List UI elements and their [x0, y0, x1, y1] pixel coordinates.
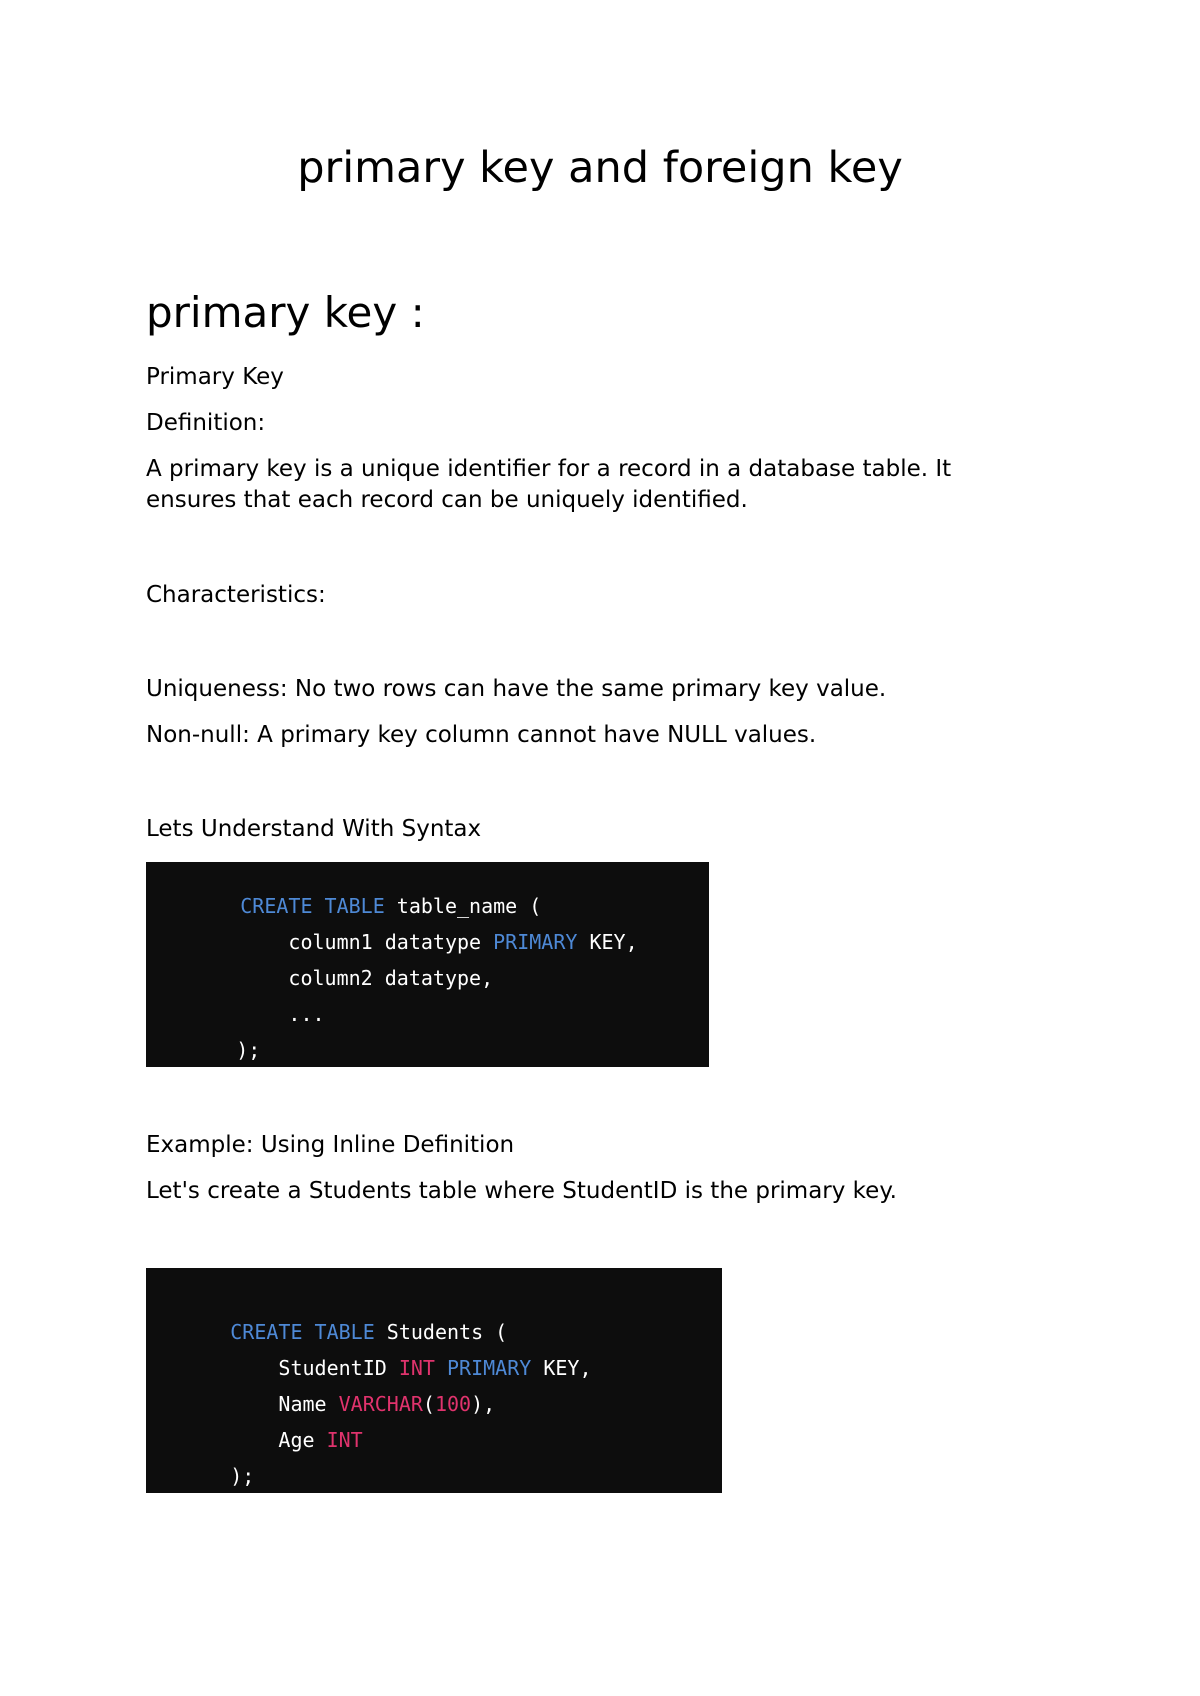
paragraph-definition-label: Definition: [146, 410, 266, 436]
code-text: ... [240, 1002, 325, 1026]
code-text: ); [230, 1464, 255, 1488]
code-block-example [146, 1268, 722, 1493]
code-number: 100 [434, 1392, 472, 1416]
paragraph-non-null: Non-null: A primary key column cannot have NULL values. [146, 722, 817, 748]
paragraph-characteristics-label: Characteristics: [146, 582, 326, 608]
paragraph-syntax-intro: Lets Understand With Syntax [146, 816, 482, 842]
code-keyword: CREATE [230, 1320, 303, 1344]
document-title: primary key and foreign key [297, 143, 903, 193]
code-text: Students ( [374, 1320, 508, 1344]
paragraph-uniqueness: Uniqueness: No two rows can have the same primary key value. [146, 676, 887, 702]
code-line [158, 1362, 496, 1416]
code-keyword: TABLE [324, 894, 385, 918]
code-text: ); [236, 1038, 261, 1062]
paragraph-definition: A primary key is a unique identifier for a record in a database table. It ensures that each record can be uniquely identified. [146, 456, 959, 513]
code-text: ), [471, 1392, 496, 1416]
code-text: ( [422, 1392, 435, 1416]
code-text: column1 datatype [240, 930, 494, 954]
code-text: StudentID [230, 1356, 399, 1380]
paragraph-example-description: Let's create a Students table where StudentID is the primary key. [146, 1178, 897, 1204]
code-line [158, 1326, 592, 1380]
code-keyword: CREATE [240, 894, 313, 918]
code-line [158, 1434, 255, 1488]
code-line [168, 900, 638, 954]
code-text: Name [230, 1392, 339, 1416]
code-text: column2 datatype, [240, 966, 494, 990]
section-heading: primary key : [146, 288, 425, 337]
code-type: INT [398, 1356, 435, 1380]
code-line [168, 972, 325, 1026]
code-line [158, 1290, 508, 1344]
code-keyword: PRIMARY [493, 930, 578, 954]
code-line [164, 1008, 261, 1062]
code-keyword: PRIMARY [447, 1356, 532, 1380]
code-text: KEY, [577, 930, 638, 954]
code-line [168, 936, 494, 990]
code-line [158, 1398, 363, 1452]
code-block-syntax [146, 862, 709, 1067]
paragraph-primary-key: Primary Key [146, 364, 284, 390]
code-text: table_name ( [384, 894, 542, 918]
code-keyword: TABLE [314, 1320, 375, 1344]
code-type: INT [326, 1428, 363, 1452]
code-text: Age [230, 1428, 327, 1452]
code-type: VARCHAR [338, 1392, 423, 1416]
code-line [168, 864, 542, 918]
paragraph-example-label: Example: Using Inline Definition [146, 1132, 515, 1158]
code-text: KEY, [531, 1356, 592, 1380]
